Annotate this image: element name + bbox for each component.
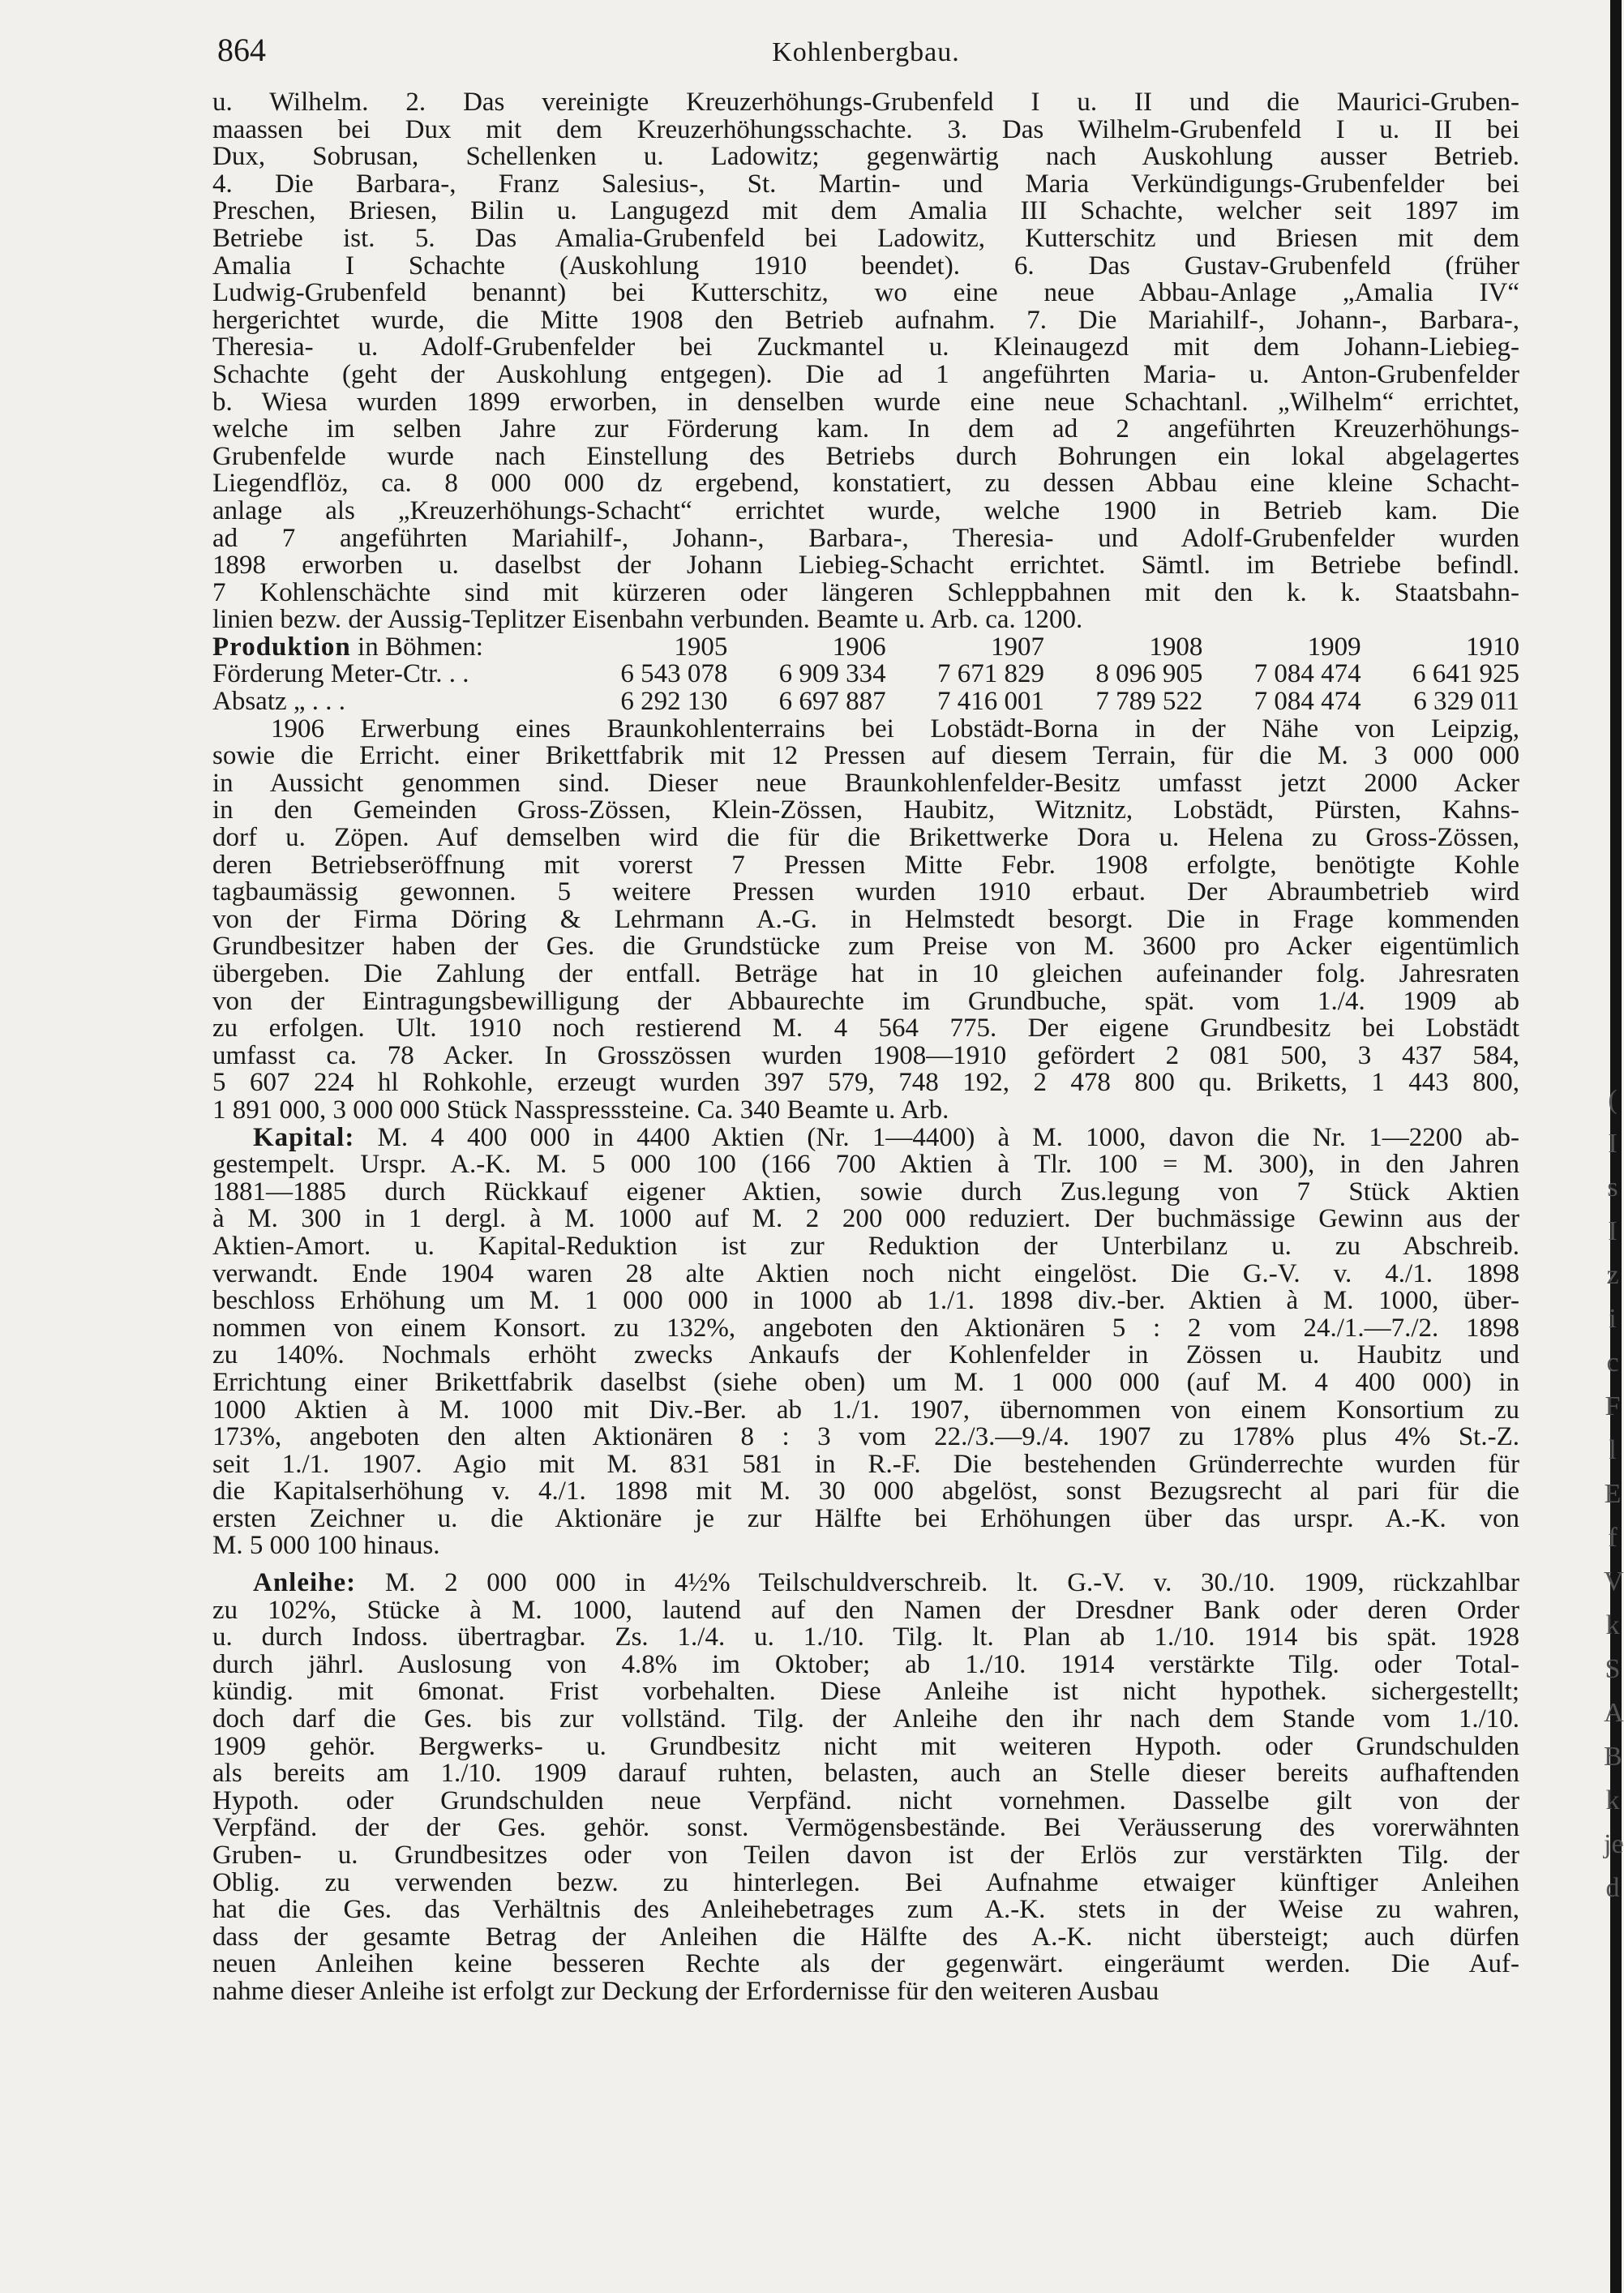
- table-cell: 6 329 011: [1413, 687, 1519, 717]
- text-line: anlage als „Kreuzerhöhungs-Schacht“ errichtet wurde, welche 1900 in Betrieb kam. Die: [212, 495, 1519, 525]
- running-title: Kohlenbergbau.: [772, 37, 960, 67]
- text-line: zu 140%. Nochmals erhöht zwecks Ankaufs der Kohlenfelder in Zössen u. Haubitz und: [212, 1340, 1519, 1370]
- text-line: u. Wilhelm. 2. Das vereinigte Kreuzerhöhungs-Grubenfeld I u. II und die Maurici-Gruben-: [212, 88, 1519, 117]
- bleed-char: i: [1609, 1304, 1617, 1334]
- line-text: M. 2 000 000 in 4½% Teilschuldverschreib. lt. G.-V. v. 30./10. 1909, rückzahlbar: [384, 1568, 1519, 1598]
- table-cell: 7 671 829: [936, 659, 1044, 689]
- bleed-char: I: [1608, 1216, 1618, 1246]
- text-line: Schachte (geht der Auskohlung entgegen). Die ad 1 angeführten Maria- u. Anton-Grubenfelder: [212, 359, 1519, 389]
- text-line: verwandt. Ende 1904 waren 28 alte Aktien noch nicht eingelöst. Die G.-V. v. 4./1. 1898: [212, 1258, 1519, 1288]
- text-line: 1909 gehör. Bergwerks- u. Grundbesitz nicht mit weiteren Hypoth. oder Grundschulden: [212, 1731, 1519, 1761]
- section-heading: Kapital:: [253, 1122, 355, 1152]
- text-line: neuen Anleihen keine besseren Rechte als der gegenwärt. eingeräumt werden. Die Auf-: [212, 1949, 1519, 1979]
- page-number: 864: [217, 32, 266, 68]
- text-line: nommen von einem Konsort. zu 132%, angeboten den Aktionären 5 : 2 vom 24./1.—7./2. 1898: [212, 1313, 1519, 1343]
- text-line: seit 1./1. 1907. Agio mit M. 831 581 in R.-F. Die bestehenden Gründerrechte wurden für: [212, 1449, 1519, 1479]
- text-line: ad 7 angeführten Mariahilf-, Johann-, Barbara-, Theresia- und Adolf-Grubenfelder wurden: [212, 523, 1519, 553]
- year-label: 1906: [832, 632, 886, 662]
- text-line: welche im selben Jahre zur Förderung kam. In dem ad 2 angeführten Kreuzerhöhungs-: [212, 414, 1519, 444]
- text-line: von der Firma Döring & Lehrmann A.-G. in Helmstedt besorgt. Die in Frage kommenden: [212, 904, 1519, 934]
- table-cell: 8 096 905: [1095, 659, 1203, 689]
- text-line: hergerichtet wurde, die Mitte 1908 den Betrieb aufnahm. 7. Die Mariahilf-, Johann-, Barbara-,: [212, 305, 1519, 335]
- bleed-char: s: [1607, 1172, 1618, 1202]
- opposite-page-bleed: [1604, 1078, 1622, 1910]
- text-line: Gruben- u. Grundbesitzes oder von Teilen davon ist der Erlös zur verstärkten Tilg. der: [212, 1841, 1519, 1870]
- production-section: [212, 634, 1519, 716]
- text-line: maassen bei Dux mit dem Kreuzerhöhungsschachte. 3. Das Wilhelm-Grubenfeld I u. II bei: [212, 114, 1519, 144]
- text-line: linien bezw. der Aussig-Teplitzer Eisenbahn verbunden. Beamte u. Arb. ca. 1200.: [212, 605, 1083, 635]
- year-label: 1905: [674, 632, 728, 662]
- text-line: [212, 1570, 1519, 1597]
- text-line: 1 891 000, 3 000 000 Stück Nasspresssteine. Ca. 340 Beamte u. Arb.: [212, 1095, 949, 1125]
- text-line: tagbaumässig gewonnen. 5 weitere Pressen wurden 1910 erbaut. Der Abraumbetrieb wird: [212, 877, 1519, 907]
- anleihe-section: [212, 1570, 1519, 2006]
- row-label: Förderung Meter-Ctr. . .: [212, 659, 469, 689]
- text-line: dorf u. Zöpen. Auf demselben wird die für die Brikettwerke Dora u. Helena zu Gross-Zössen,: [212, 823, 1519, 853]
- section-heading: Anleihe:: [253, 1568, 357, 1598]
- text-line: 1881—1885 durch Rückkauf eigener Aktien, sowie durch Zus.legung von 7 Stück Aktien: [212, 1177, 1519, 1207]
- bleed-char: V: [1604, 1567, 1624, 1597]
- production-header-row: [212, 634, 1519, 662]
- text-line: 173%, angeboten den alten Aktionären 8 : 3 vom 22./3.—9./4. 1907 zu 178% plus 4% St.-Z.: [212, 1422, 1519, 1452]
- text-line: umfasst ca. 78 Acker. In Grosszössen wurden 1908—1910 gefördert 2 081 500, 3 437 584,: [212, 1040, 1519, 1070]
- text-line: M. 5 000 100 hinaus.: [212, 1531, 440, 1561]
- text-line: zu 102%, Stücke à M. 1000, lautend auf den Namen der Dresdner Bank oder deren Order: [212, 1595, 1519, 1625]
- text-line: deren Betriebseröffnung mit vorerst 7 Pressen Mitte Febr. 1908 erfolgte, benötigte Kohle: [212, 850, 1519, 880]
- line-text: M. 4 400 000 in 4400 Aktien (Nr. 1—4400) à M. 1000, davon die Nr. 1—2200 ab-: [377, 1122, 1519, 1152]
- text-line: u. durch Indoss. übertragbar. Zs. 1./4. u. 1./10. Tilg. lt. Plan ab 1./10. 1914 bis spät. 1928: [212, 1622, 1519, 1652]
- text-line: als bereits am 1./10. 1909 darauf ruhten, belasten, auch an Stelle dieser bereits aufhaftenden: [212, 1759, 1519, 1789]
- table-cell: 6 697 887: [778, 687, 886, 717]
- table-cell: 7 084 474: [1253, 687, 1361, 717]
- kapital-section: [212, 1122, 1519, 1561]
- mine-list-paragraph: [212, 89, 1519, 634]
- production-row-absatz: [212, 688, 1519, 716]
- text-line: Dux, Sobrusan, Schellenken u. Ladowitz; gegenwärtig nach Auskohlung ausser Betrieb.: [212, 142, 1519, 172]
- bleed-char: F: [1605, 1391, 1621, 1421]
- text-line: Amalia I Schachte (Auskohlung 1910 beendet). 6. Das Gustav-Grubenfeld (früher: [212, 251, 1519, 281]
- text-line: gestempelt. Urspr. A.-K. M. 5 000 100 (166 700 Aktien à Tlr. 100 = M. 300), in den Jahren: [212, 1150, 1519, 1180]
- bleed-char: f: [1608, 1523, 1618, 1553]
- book-page: [212, 24, 1519, 2006]
- text-line: Betriebe ist. 5. Das Amalia-Grubenfeld bei Ladowitz, Kutterschitz und Briesen mit dem: [212, 223, 1519, 253]
- text-line: 4. Die Barbara-, Franz Salesius-, St. Martin- und Maria Verkündigungs-Grubenfelder bei: [212, 169, 1519, 199]
- text-line: Liegendflöz, ca. 8 000 000 dz ergebend, konstatiert, zu dessen Abbau eine kleine Schacht-: [212, 469, 1519, 499]
- text-line: hat die Ges. das Verhältnis des Anleihebetrages zum A.-K. stets in der Weise zu wahren,: [212, 1895, 1519, 1925]
- text-line: nahme dieser Anleihe ist erfolgt zur Deckung der Erfordernisse für den weiteren Ausbau: [212, 1976, 1159, 2006]
- text-line: Grundbesitzer haben der Ges. die Grundstücke zum Preise von M. 3600 pro Acker eigentümlich: [212, 932, 1519, 962]
- bleed-char: c: [1606, 1348, 1619, 1378]
- bleed-char: B: [1604, 1742, 1622, 1772]
- text-line: sowie die Erricht. einer Brikettfabrik mit 12 Pressen auf diesem Terrain, für die M. 3 000 000: [212, 741, 1519, 771]
- text-line: Oblig. zu verwenden bezw. zu hinterlegen. Bei Aufnahme etwaiger künftiger Anleihen: [212, 1867, 1519, 1897]
- table-cell: 6 543 078: [620, 659, 728, 689]
- text-line: in den Gemeinden Gross-Zössen, Klein-Zössen, Haubitz, Witznitz, Lobstädt, Pürsten, Kahns-: [212, 795, 1519, 825]
- table-cell: 7 084 474: [1253, 659, 1361, 689]
- table-cell: 7 416 001: [936, 687, 1044, 717]
- production-heading: Produktion in Böhmen:: [212, 632, 483, 662]
- acquisition-paragraph: [212, 716, 1519, 1125]
- text-line: die Kapitalserhöhung v. 4./1. 1898 mit M. 30 000 abgelöst, sonst Bezugsrecht al pari für die: [212, 1477, 1519, 1507]
- year-label: 1908: [1149, 632, 1203, 662]
- text-line: doch darf die Ges. bis zur vollständ. Tilg. der Anleihe den ihr nach dem Stande vom 1./10.: [212, 1704, 1519, 1734]
- text-line: Hypoth. oder Grundschulden neue Verpfänd. nicht vornehmen. Dasselbe gilt von der: [212, 1785, 1519, 1815]
- table-cell: 6 909 334: [778, 659, 886, 689]
- bleed-char: l: [1609, 1435, 1617, 1465]
- table-cell: 7 789 522: [1095, 687, 1203, 717]
- bleed-char: A: [1604, 1698, 1624, 1728]
- bleed-char: k: [1605, 1610, 1620, 1640]
- year-label: 1909: [1307, 632, 1361, 662]
- text-line: 1000 Aktien à M. 1000 mit Div.-Ber. ab 1./1. 1907, übernommen von einem Konsortium zu: [212, 1395, 1519, 1425]
- text-line: Verpfänd. der der Ges. gehör. sonst. Vermögensbestände. Bei Veräusserung des vorerwähnten: [212, 1813, 1519, 1843]
- text-line: Ludwig-Grubenfeld benannt) bei Kutterschitz, wo eine neue Abbau-Anlage „Amalia IV“: [212, 278, 1519, 308]
- text-line: zu erfolgen. Ult. 1910 noch restierend M. 4 564 775. Der eigene Grundbesitz bei Lobstädt: [212, 1014, 1519, 1044]
- text-line: von der Eintragungsbewilligung der Abbaurechte im Grundbuche, spät. vom 1./4. 1909 ab: [212, 986, 1519, 1016]
- text-line: durch jährl. Auslosung von 4.8% im Oktober; ab 1./10. 1914 verstärkte Tilg. oder Total-: [212, 1649, 1519, 1679]
- row-label: Absatz „ . . .: [212, 687, 346, 717]
- text-line: Errichtung einer Brikettfabrik daselbst (siehe oben) um M. 1 000 000 (auf M. 4 400 000) in: [212, 1367, 1519, 1397]
- text-line: Preschen, Briesen, Bilin u. Langugezd mit dem Amalia III Schachte, welcher seit 1897 im: [212, 196, 1519, 226]
- bleed-char: I: [1608, 1129, 1618, 1159]
- table-cell: 6 641 925: [1412, 659, 1519, 689]
- bleed-char: z: [1606, 1260, 1619, 1290]
- bleed-char: S: [1605, 1654, 1621, 1684]
- text-line: in Aussicht genommen sind. Dieser neue Braunkohlenfelder-Besitz umfasst jetzt 2000 Acker: [212, 768, 1519, 798]
- text-line: Theresia- u. Adolf-Grubenfelder bei Zuckmantel u. Kleinaugezd mit dem Johann-Liebieg-: [212, 332, 1519, 362]
- bleed-char: d: [1605, 1873, 1620, 1903]
- text-line: Aktien-Amort. u. Kapital-Reduktion ist zur Reduktion der Unterbilanz u. zu Abschreib.: [212, 1231, 1519, 1261]
- text-line: dass der gesamte Betrag der Anleihen die Hälfte des A.-K. nicht übersteigt; auch dürfen: [212, 1922, 1519, 1952]
- text-line: ersten Zeichner u. die Aktionäre je zur Hälfte bei Erhöhungen über das urspr. A.-K. von: [212, 1503, 1519, 1533]
- text-line: 1906 Erwerbung eines Braunkohlenterrains bei Lobstädt-Borna in der Nähe von Leipzig,: [271, 714, 1519, 744]
- text-line: [212, 1122, 1519, 1152]
- table-cell: 6 292 130: [620, 687, 728, 717]
- production-row-foerderung: [212, 661, 1519, 688]
- bleed-char: k: [1605, 1785, 1620, 1815]
- bleed-char: E: [1604, 1479, 1622, 1509]
- text-line: kündig. mit 6monat. Frist vorbehalten. Diese Anleihe ist nicht hypothek. sichergestellt;: [212, 1677, 1519, 1707]
- year-label: 1907: [990, 632, 1044, 662]
- text-line: Grubenfelde wurde nach Einstellung des Betriebs durch Bohrungen ein lokal abgelagertes: [212, 441, 1519, 471]
- text-line: übergeben. Die Zahlung der entfall. Beträge hat in 10 gleichen aufeinander folg. Jahresraten: [212, 959, 1519, 988]
- bleed-char: (: [1608, 1085, 1618, 1115]
- text-line: 1898 erworben u. daselbst der Johann Liebieg-Schacht errichtet. Sämtl. im Betriebe befindl.: [212, 551, 1519, 581]
- text-line: 5 607 224 hl Rohkohle, erzeugt wurden 397 579, 748 192, 2 478 800 qu. Briketts, 1 443 800,: [212, 1068, 1519, 1098]
- text-line: b. Wiesa wurden 1899 erworben, in denselben wurde eine neue Schachtanl. „Wilhelm“ errichtet,: [212, 387, 1519, 417]
- bleed-char: je: [1604, 1829, 1624, 1859]
- text-line: à M. 300 in 1 dergl. à M. 1000 auf M. 2 200 000 reduziert. Der buchmässige Gewinn aus der: [212, 1204, 1519, 1234]
- text-line: beschloss Erhöhung um M. 1 000 000 in 1000 ab 1./1. 1898 div.-ber. Aktien à M. 1000, über-: [212, 1286, 1519, 1316]
- text-line: 7 Kohlenschächte sind mit kürzeren oder längeren Schleppbahnen mit den k. k. Staatsbahn-: [212, 577, 1519, 607]
- year-label: 1910: [1466, 632, 1519, 662]
- page-header: [212, 24, 1519, 89]
- production-table: [212, 634, 1519, 716]
